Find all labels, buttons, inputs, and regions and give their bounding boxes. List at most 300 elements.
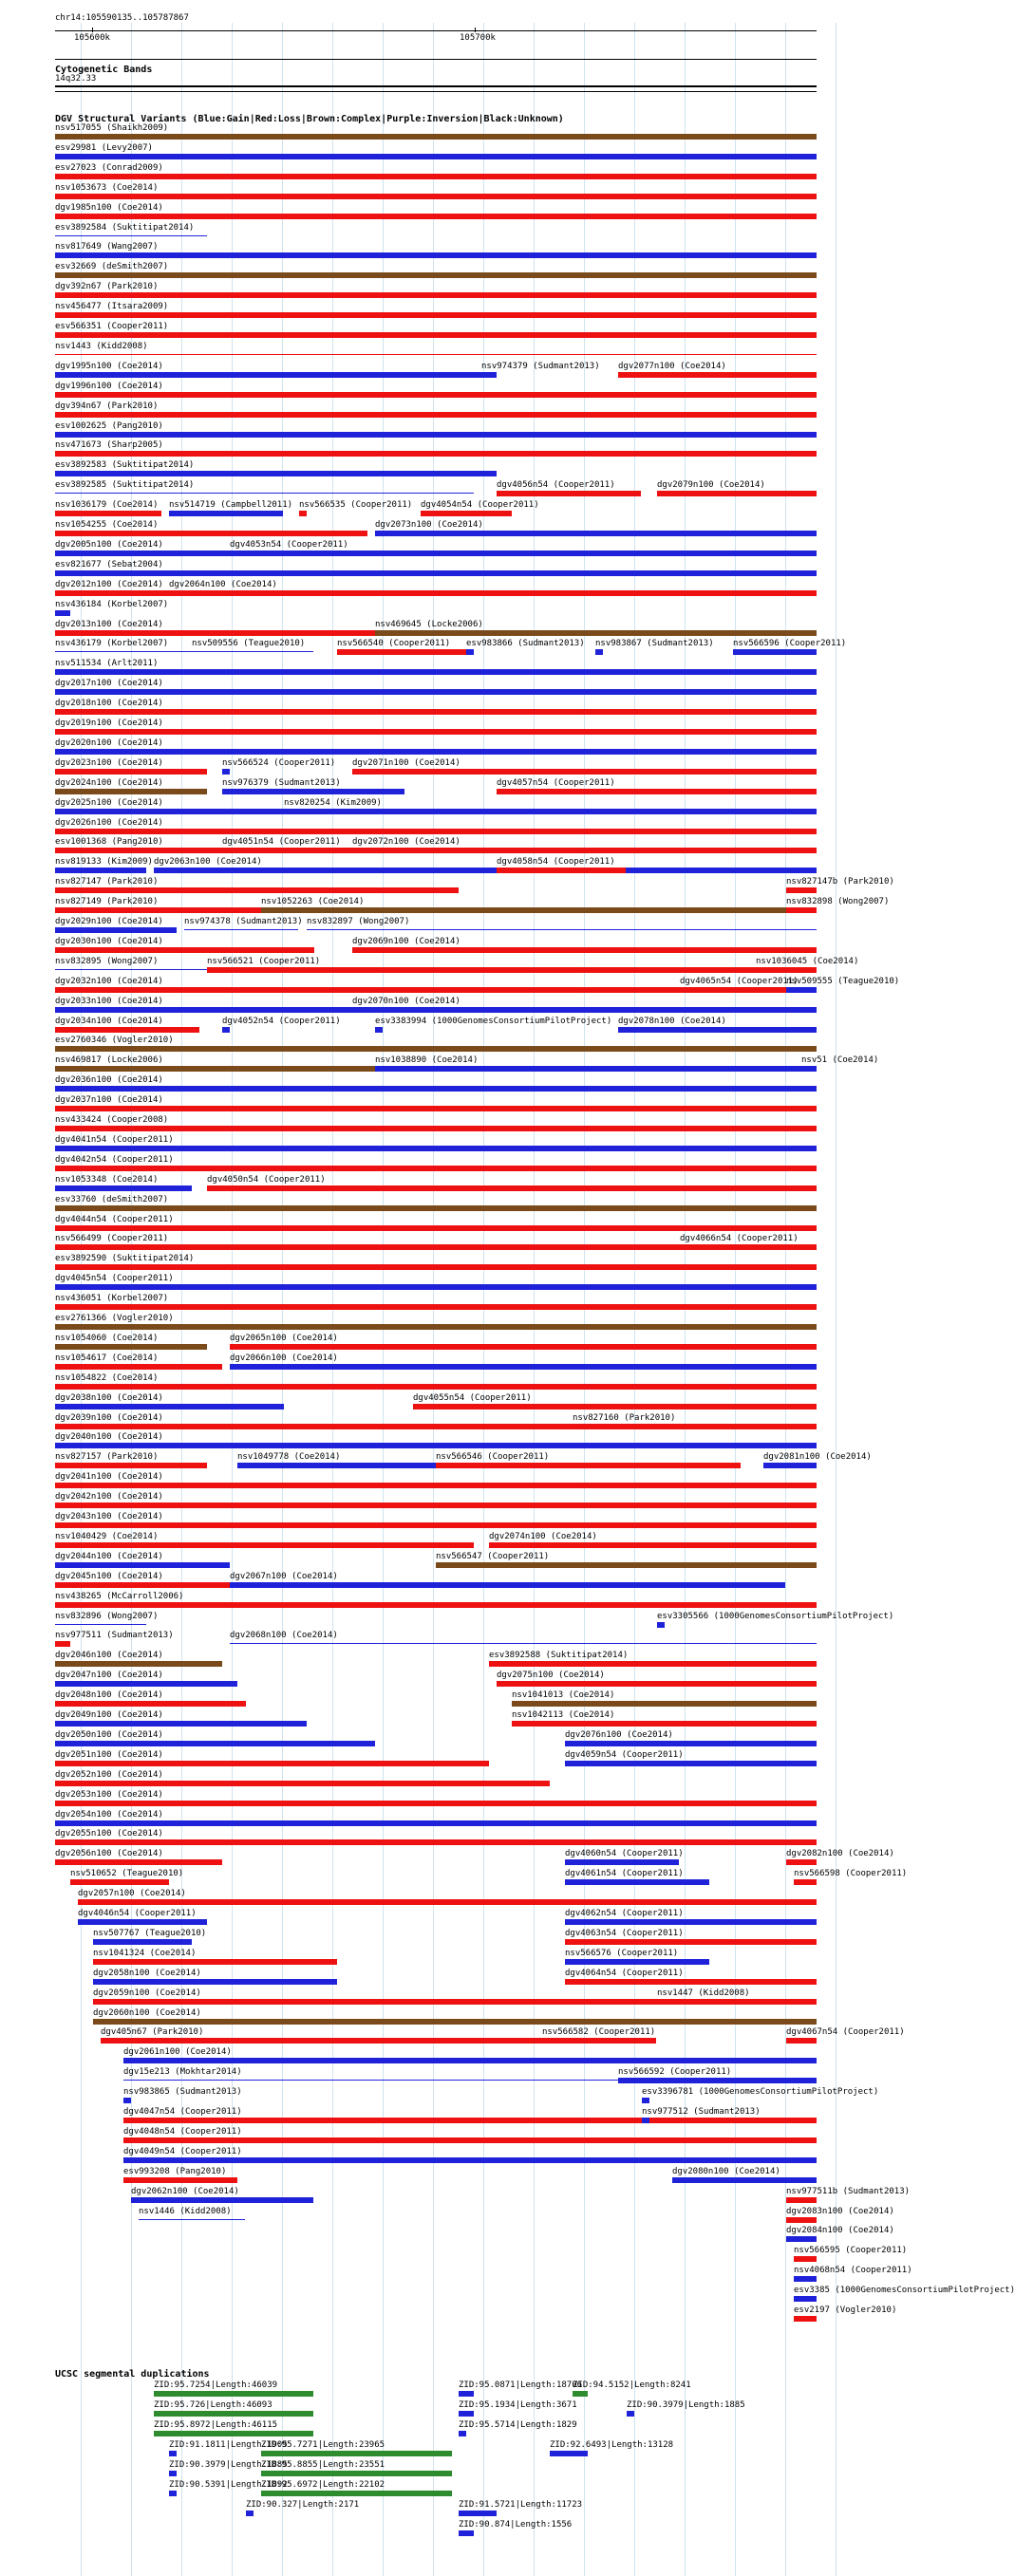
dgv-variant-label[interactable]: dgv4048n54 (Cooper2011)	[123, 2126, 242, 2137]
dgv-variant-bar[interactable]	[680, 1244, 817, 1250]
dgv-variant-bar[interactable]	[413, 1404, 817, 1409]
dgv-variant-label[interactable]: nsv1447 (Kidd2008)	[657, 1988, 750, 1998]
dgv-variant-bar[interactable]	[55, 1542, 474, 1548]
dgv-variant-label[interactable]: dgv4051n54 (Cooper2011)	[222, 837, 341, 848]
dgv-variant-bar[interactable]	[55, 809, 817, 814]
dgv-variant-label[interactable]: dgv2020n100 (Coe2014)	[55, 737, 163, 748]
dgv-variant-label[interactable]: dgv4054n54 (Cooper2011)	[421, 500, 539, 511]
dgv-variant-bar[interactable]	[55, 1304, 817, 1310]
dgv-variant-bar[interactable]	[55, 749, 817, 755]
dgv-variant-label[interactable]: nsv566546 (Cooper2011)	[436, 1452, 550, 1463]
dgv-variant-label[interactable]: nsv1054822 (Coe2014)	[55, 1372, 159, 1383]
dgv-variant-label[interactable]: dgv2030n100 (Coe2014)	[55, 936, 163, 946]
dgv-variant-label[interactable]: dgv2068n100 (Coe2014)	[230, 1631, 338, 1641]
dgv-variant-bar[interactable]	[55, 1284, 817, 1290]
dgv-variant-bar[interactable]	[375, 1027, 383, 1033]
dgv-variant-label[interactable]: dgv2043n100 (Coe2014)	[55, 1512, 163, 1521]
dgv-variant-label[interactable]: nsv1049778 (Coe2014)	[237, 1452, 341, 1463]
dgv-variant-label[interactable]: dgv2065n100 (Coe2014)	[230, 1333, 338, 1343]
dgv-variant-label[interactable]: nsv1041324 (Coe2014)	[93, 1948, 197, 1958]
dgv-variant-bar[interactable]	[55, 887, 459, 893]
dgv-variant-bar[interactable]	[55, 1027, 199, 1033]
dgv-variant-bar[interactable]	[55, 1761, 489, 1766]
segdup-feature-bar[interactable]	[246, 2511, 254, 2516]
dgv-variant-label[interactable]: esv3892588 (Suktitipat2014)	[489, 1651, 629, 1661]
dgv-variant-bar[interactable]	[375, 630, 817, 636]
dgv-variant-label[interactable]: dgv4047n54 (Cooper2011)	[123, 2107, 242, 2117]
dgv-variant-bar[interactable]	[55, 1106, 817, 1111]
dgv-variant-label[interactable]: esv3892590 (Suktitipat2014)	[55, 1254, 195, 1264]
dgv-variant-label[interactable]: esv3383994 (1000GenomesConsortiumPilotProject)	[375, 1016, 612, 1026]
dgv-variant-label[interactable]: dgv15e213 (Mokhtar2014)	[123, 2067, 242, 2078]
dgv-variant-label[interactable]: nsv433424 (Cooper2008)	[55, 1115, 169, 1125]
dgv-variant-bar[interactable]	[763, 1463, 817, 1468]
dgv-variant-label[interactable]: nsv514719 (Campbell2011)	[169, 500, 293, 511]
dgv-variant-bar[interactable]	[352, 769, 817, 775]
dgv-variant-bar[interactable]	[352, 1007, 817, 1013]
dgv-variant-bar[interactable]	[55, 1503, 817, 1508]
dgv-variant-bar[interactable]	[497, 789, 817, 794]
dgv-variant-bar[interactable]	[497, 491, 641, 496]
dgv-variant-label[interactable]: nsv517055 (Shaikh2009)	[55, 123, 169, 133]
dgv-variant-label[interactable]: nsv51 (Coe2014)	[801, 1055, 879, 1066]
dgv-variant-bar[interactable]	[565, 1761, 817, 1766]
dgv-variant-bar[interactable]	[237, 1463, 436, 1468]
dgv-variant-label[interactable]: dgv4055n54 (Cooper2011)	[413, 1392, 532, 1403]
segdup-feature-bar[interactable]	[261, 2451, 452, 2456]
dgv-variant-bar[interactable]	[169, 511, 283, 516]
dgv-variant-bar[interactable]	[565, 1979, 817, 1985]
dgv-variant-bar[interactable]	[786, 2038, 817, 2044]
dgv-variant-bar[interactable]	[123, 2157, 817, 2163]
dgv-variant-label[interactable]: dgv2048n100 (Coe2014)	[55, 1690, 163, 1701]
dgv-variant-label[interactable]: dgv4044n54 (Cooper2011)	[55, 1214, 174, 1224]
dgv-variant-label[interactable]: esv3396781 (1000GenomesConsortiumPilotProject)	[642, 2087, 879, 2098]
dgv-variant-label[interactable]: nsv1036045 (Coe2014)	[756, 956, 859, 966]
dgv-variant-label[interactable]: nsv976379 (Sudmant2013)	[222, 777, 341, 788]
dgv-variant-bar[interactable]	[55, 1661, 222, 1667]
dgv-variant-label[interactable]: nsv566595 (Cooper2011)	[794, 2246, 908, 2256]
segdup-feature-label[interactable]: ZID:95.6972|Length:22102	[261, 2480, 385, 2490]
dgv-variant-bar[interactable]	[222, 848, 336, 853]
dgv-variant-label[interactable]: nsv1054060 (Coe2014)	[55, 1333, 159, 1343]
dgv-variant-bar[interactable]	[55, 1624, 146, 1625]
dgv-variant-label[interactable]: dgv2042n100 (Coe2014)	[55, 1492, 163, 1503]
dgv-variant-bar[interactable]	[595, 649, 603, 655]
dgv-variant-label[interactable]: dgv2039n100 (Coe2014)	[55, 1412, 163, 1423]
dgv-variant-bar[interactable]	[55, 214, 817, 219]
dgv-variant-label[interactable]: nsv983867 (Sudmant2013)	[595, 639, 714, 649]
dgv-variant-bar[interactable]	[497, 1681, 817, 1687]
dgv-variant-bar[interactable]	[55, 610, 70, 616]
dgv-variant-bar[interactable]	[93, 1939, 192, 1945]
dgv-variant-bar[interactable]	[733, 649, 817, 655]
dgv-variant-label[interactable]: esv32669 (deSmith2007)	[55, 262, 169, 272]
segdup-feature-bar[interactable]	[169, 2491, 177, 2496]
dgv-variant-bar[interactable]	[55, 1721, 307, 1727]
dgv-variant-bar[interactable]	[55, 1562, 230, 1568]
dgv-variant-label[interactable]: dgv4041n54 (Cooper2011)	[55, 1134, 174, 1145]
dgv-variant-bar[interactable]	[123, 2058, 817, 2063]
dgv-variant-label[interactable]: nsv820254 (Kim2009)	[284, 797, 382, 808]
dgv-variant-bar[interactable]	[466, 649, 474, 655]
dgv-variant-label[interactable]: dgv2029n100 (Coe2014)	[55, 917, 163, 926]
dgv-variant-bar[interactable]	[55, 432, 817, 438]
dgv-variant-label[interactable]: nsv1040429 (Coe2014)	[55, 1531, 159, 1541]
dgv-variant-label[interactable]: nsv827147b (Park2010)	[786, 877, 894, 887]
dgv-variant-label[interactable]: nsv832895 (Wong2007)	[55, 956, 159, 966]
dgv-variant-bar[interactable]	[93, 1959, 337, 1965]
dgv-variant-bar[interactable]	[101, 2038, 550, 2044]
dgv-variant-bar[interactable]	[55, 1384, 817, 1390]
dgv-variant-label[interactable]: dgv4061n54 (Cooper2011)	[565, 1869, 684, 1879]
dgv-variant-bar[interactable]	[352, 947, 817, 953]
dgv-variant-bar[interactable]	[337, 649, 466, 655]
dgv-variant-label[interactable]: dgv2056n100 (Coe2014)	[55, 1849, 163, 1859]
dgv-variant-label[interactable]: dgv2046n100 (Coe2014)	[55, 1651, 163, 1661]
dgv-variant-bar[interactable]	[55, 154, 817, 159]
dgv-variant-bar[interactable]	[55, 1859, 222, 1865]
dgv-variant-bar[interactable]	[55, 471, 497, 476]
dgv-variant-bar[interactable]	[786, 987, 817, 993]
dgv-variant-label[interactable]: esv29981 (Levy2007)	[55, 142, 153, 153]
dgv-variant-label[interactable]: nsv510652 (Teague2010)	[70, 1869, 184, 1879]
dgv-variant-label[interactable]: dgv4049n54 (Cooper2011)	[123, 2146, 242, 2156]
dgv-variant-bar[interactable]	[55, 651, 192, 652]
dgv-variant-bar[interactable]	[642, 2098, 649, 2103]
dgv-variant-bar[interactable]	[261, 907, 786, 913]
segdup-feature-label[interactable]: ZID:90.874|Length:1556	[459, 2520, 573, 2529]
dgv-variant-label[interactable]: nsv509556 (Teague2010)	[192, 639, 306, 649]
dgv-variant-bar[interactable]	[55, 669, 817, 675]
dgv-variant-label[interactable]: dgv4045n54 (Cooper2011)	[55, 1274, 174, 1284]
dgv-variant-bar[interactable]	[70, 1879, 169, 1885]
dgv-variant-bar[interactable]	[55, 1244, 680, 1250]
dgv-variant-label[interactable]: dgv4046n54 (Cooper2011)	[78, 1909, 197, 1918]
dgv-variant-label[interactable]: esv983866 (Sudmant2013)	[466, 639, 585, 649]
dgv-variant-bar[interactable]	[93, 2019, 817, 2025]
dgv-variant-bar[interactable]	[230, 551, 374, 556]
dgv-variant-label[interactable]: nsv438265 (McCarroll2006)	[55, 1591, 184, 1601]
dgv-variant-label[interactable]: dgv2073n100 (Coe2014)	[375, 520, 483, 530]
dgv-variant-bar[interactable]	[55, 689, 817, 695]
dgv-variant-bar[interactable]	[55, 531, 367, 536]
dgv-variant-label[interactable]: nsv832898 (Wong2007)	[786, 897, 890, 907]
segdup-feature-label[interactable]: ZID:95.1934|Length:3671	[459, 2400, 577, 2410]
dgv-variant-bar[interactable]	[565, 1859, 679, 1865]
dgv-variant-bar[interactable]	[55, 312, 817, 318]
dgv-variant-bar[interactable]	[222, 789, 404, 794]
segdup-feature-label[interactable]: ZID:95.7254|Length:46039	[154, 2380, 278, 2390]
dgv-variant-label[interactable]: dgv2076n100 (Coe2014)	[565, 1729, 673, 1740]
dgv-variant-label[interactable]: nsv566540 (Cooper2011)	[337, 639, 451, 649]
dgv-variant-bar[interactable]	[55, 372, 497, 378]
dgv-variant-label[interactable]: dgv2026n100 (Coe2014)	[55, 817, 163, 828]
dgv-variant-bar[interactable]	[618, 372, 817, 378]
dgv-variant-bar[interactable]	[436, 1463, 741, 1468]
dgv-variant-bar[interactable]	[786, 887, 817, 893]
dgv-variant-label[interactable]: nsv566524 (Cooper2011)	[222, 757, 336, 768]
dgv-variant-label[interactable]: nsv566535 (Cooper2011)	[299, 500, 413, 511]
dgv-variant-label[interactable]: nsv456477 (Itsara2009)	[55, 302, 169, 312]
dgv-variant-label[interactable]: dgv2047n100 (Coe2014)	[55, 1671, 163, 1681]
dgv-variant-bar[interactable]	[786, 2197, 817, 2203]
segdup-feature-label[interactable]: ZID:90.3979|Length:1885	[627, 2400, 745, 2410]
segdup-feature-bar[interactable]	[459, 2511, 497, 2516]
dgv-variant-bar[interactable]	[55, 292, 817, 298]
dgv-variant-label[interactable]: nsv1038890 (Coe2014)	[375, 1055, 479, 1066]
dgv-variant-label[interactable]: dgv2045n100 (Coe2014)	[55, 1571, 163, 1581]
segdup-feature-bar[interactable]	[154, 2411, 313, 2417]
dgv-variant-label[interactable]: dgv4050n54 (Cooper2011)	[207, 1174, 326, 1185]
segdup-feature-bar[interactable]	[627, 2411, 634, 2417]
dgv-variant-bar[interactable]	[565, 1879, 709, 1885]
dgv-variant-label[interactable]: dgv4053n54 (Cooper2011)	[230, 539, 348, 550]
dgv-variant-bar[interactable]	[55, 493, 474, 494]
dgv-variant-label[interactable]: esv33760 (deSmith2007)	[55, 1194, 169, 1204]
dgv-variant-label[interactable]: esv566351 (Cooper2011)	[55, 322, 169, 331]
dgv-variant-bar[interactable]	[55, 947, 314, 953]
dgv-variant-bar[interactable]	[55, 1522, 817, 1528]
dgv-variant-label[interactable]: nsv1054617 (Coe2014)	[55, 1353, 159, 1363]
segdup-feature-label[interactable]: ZID:92.6493|Length:13128	[550, 2440, 674, 2450]
dgv-variant-label[interactable]: nsv977512 (Sudmant2013)	[642, 2107, 761, 2117]
dgv-variant-bar[interactable]	[794, 2316, 817, 2322]
dgv-variant-label[interactable]: nsv566598 (Cooper2011)	[794, 1869, 908, 1879]
dgv-variant-label[interactable]: dgv2040n100 (Coe2014)	[55, 1432, 163, 1443]
dgv-variant-label[interactable]: dgv4059n54 (Cooper2011)	[565, 1749, 684, 1760]
dgv-variant-label[interactable]: nsv1446 (Kidd2008)	[139, 2206, 232, 2216]
dgv-variant-bar[interactable]	[786, 907, 817, 913]
dgv-variant-label[interactable]: dgv2078n100 (Coe2014)	[618, 1016, 726, 1026]
dgv-variant-label[interactable]: dgv2032n100 (Coe2014)	[55, 976, 163, 986]
dgv-variant-label[interactable]: dgv2059n100 (Coe2014)	[93, 1988, 201, 1998]
dgv-variant-label[interactable]: nsv1052263 (Coe2014)	[261, 897, 365, 907]
dgv-variant-bar[interactable]	[55, 1264, 817, 1270]
dgv-variant-label[interactable]: dgv4060n54 (Cooper2011)	[565, 1849, 684, 1859]
dgv-variant-label[interactable]: esv3892584 (Suktitipat2014)	[55, 222, 195, 233]
dgv-variant-label[interactable]: dgv2058n100 (Coe2014)	[93, 1968, 201, 1978]
dgv-variant-bar[interactable]	[55, 451, 817, 457]
dgv-variant-label[interactable]: dgv4066n54 (Cooper2011)	[680, 1234, 799, 1244]
dgv-variant-label[interactable]: esv2197 (Vogler2010)	[794, 2305, 897, 2315]
dgv-variant-bar[interactable]	[565, 1939, 817, 1945]
segdup-feature-bar[interactable]	[154, 2391, 313, 2397]
dgv-variant-bar[interactable]	[565, 1959, 709, 1965]
segdup-feature-bar[interactable]	[550, 2451, 588, 2456]
dgv-variant-bar[interactable]	[55, 1701, 246, 1707]
dgv-variant-bar[interactable]	[299, 511, 307, 516]
dgv-variant-bar[interactable]	[78, 1919, 207, 1925]
dgv-variant-bar[interactable]	[565, 1741, 817, 1746]
dgv-variant-bar[interactable]	[55, 1225, 817, 1231]
dgv-variant-label[interactable]: nsv469817 (Locke2006)	[55, 1055, 163, 1066]
dgv-variant-bar[interactable]	[55, 789, 207, 794]
segdup-feature-bar[interactable]	[459, 2391, 474, 2397]
dgv-variant-bar[interactable]	[55, 1066, 383, 1072]
dgv-variant-bar[interactable]	[222, 769, 230, 775]
dgv-variant-bar[interactable]	[55, 769, 207, 775]
dgv-variant-label[interactable]: dgv2061n100 (Coe2014)	[123, 2047, 232, 2058]
segdup-feature-bar[interactable]	[459, 2530, 474, 2536]
dgv-variant-label[interactable]: dgv2070n100 (Coe2014)	[352, 996, 461, 1006]
dgv-variant-label[interactable]: dgv2024n100 (Coe2014)	[55, 777, 163, 788]
dgv-variant-label[interactable]: dgv2063n100 (Coe2014)	[154, 857, 262, 868]
dgv-variant-bar[interactable]	[55, 1741, 375, 1746]
dgv-variant-label[interactable]: nsv566592 (Cooper2011)	[618, 2067, 732, 2078]
segdup-feature-bar[interactable]	[169, 2471, 177, 2476]
dgv-variant-label[interactable]: dgv4064n54 (Cooper2011)	[565, 1968, 684, 1978]
dgv-variant-bar[interactable]	[284, 809, 322, 814]
dgv-variant-label[interactable]: nsv1036179 (Coe2014)	[55, 500, 159, 511]
dgv-variant-bar[interactable]	[497, 868, 626, 873]
segdup-feature-label[interactable]: ZID:90.327|Length:2171	[246, 2500, 360, 2510]
dgv-variant-label[interactable]: esv993208 (Pang2010)	[123, 2166, 227, 2176]
dgv-variant-label[interactable]: nsv471673 (Sharp2005)	[55, 440, 163, 451]
dgv-variant-label[interactable]: nsv832897 (Wong2007)	[307, 917, 410, 926]
dgv-variant-bar[interactable]	[489, 1661, 817, 1667]
dgv-variant-label[interactable]: dgv2082n100 (Coe2014)	[786, 1849, 894, 1859]
dgv-variant-bar[interactable]	[794, 2276, 817, 2282]
dgv-variant-label[interactable]: nsv1042113 (Coe2014)	[512, 1710, 615, 1720]
dgv-variant-bar[interactable]	[55, 1046, 817, 1052]
dgv-variant-bar[interactable]	[421, 511, 512, 516]
dgv-variant-label[interactable]: dgv2037n100 (Coe2014)	[55, 1095, 163, 1106]
dgv-variant-label[interactable]: dgv2025n100 (Coe2014)	[55, 797, 163, 808]
dgv-variant-label[interactable]: nsv436184 (Korbel2007)	[55, 599, 169, 609]
dgv-variant-label[interactable]: nsv827149 (Park2010)	[55, 897, 159, 907]
dgv-variant-bar[interactable]	[55, 1781, 550, 1786]
dgv-variant-label[interactable]: esv1002625 (Pang2010)	[55, 420, 163, 431]
dgv-variant-bar[interactable]	[657, 1999, 771, 2005]
segdup-feature-label[interactable]: ZID:95.0871|Length:18706	[459, 2380, 583, 2390]
dgv-variant-bar[interactable]	[375, 531, 817, 536]
dgv-variant-bar[interactable]	[55, 1483, 817, 1488]
dgv-variant-bar[interactable]	[618, 2078, 817, 2083]
dgv-variant-label[interactable]: dgv2044n100 (Coe2014)	[55, 1551, 163, 1561]
dgv-variant-label[interactable]: dgv2081n100 (Coe2014)	[763, 1452, 872, 1463]
dgv-variant-label[interactable]: dgv4042n54 (Cooper2011)	[55, 1154, 174, 1165]
dgv-variant-bar[interactable]	[794, 2256, 817, 2262]
dgv-variant-label[interactable]: dgv1985n100 (Coe2014)	[55, 202, 163, 213]
dgv-variant-label[interactable]: nsv566547 (Cooper2011)	[436, 1551, 550, 1561]
dgv-variant-bar[interactable]	[55, 1463, 207, 1468]
dgv-variant-label[interactable]: dgv2053n100 (Coe2014)	[55, 1789, 163, 1800]
dgv-variant-label[interactable]: dgv2057n100 (Coe2014)	[78, 1889, 186, 1899]
dgv-variant-bar[interactable]	[55, 1839, 817, 1845]
dgv-variant-bar[interactable]	[55, 709, 817, 715]
segdup-feature-label[interactable]: ZID:95.5714|Length:1829	[459, 2420, 577, 2430]
dgv-variant-label[interactable]: nsv1443 (Kidd2008)	[55, 341, 148, 351]
dgv-variant-bar[interactable]	[375, 1066, 817, 1072]
dgv-variant-label[interactable]: nsv469645 (Locke2006)	[375, 619, 483, 629]
segdup-feature-bar[interactable]	[459, 2431, 466, 2436]
dgv-variant-label[interactable]: nsv566521 (Cooper2011)	[207, 956, 321, 966]
dgv-variant-bar[interactable]	[352, 848, 817, 853]
segdup-feature-bar[interactable]	[169, 2451, 177, 2456]
dgv-variant-bar[interactable]	[230, 1364, 817, 1370]
dgv-variant-label[interactable]: dgv2083n100 (Coe2014)	[786, 2206, 894, 2216]
dgv-variant-label[interactable]: nsv436179 (Korbel2007)	[55, 639, 169, 649]
dgv-variant-bar[interactable]	[55, 1641, 70, 1647]
dgv-variant-label[interactable]: dgv2079n100 (Coe2014)	[657, 480, 765, 491]
dgv-variant-bar[interactable]	[207, 967, 817, 973]
dgv-variant-bar[interactable]	[55, 927, 177, 933]
dgv-variant-bar[interactable]	[55, 252, 817, 258]
dgv-variant-label[interactable]: dgv2023n100 (Coe2014)	[55, 757, 163, 768]
dgv-variant-label[interactable]: nsv819133 (Kim2009)	[55, 857, 153, 868]
dgv-variant-label[interactable]: dgv2036n100 (Coe2014)	[55, 1075, 163, 1086]
dgv-variant-bar[interactable]	[207, 1185, 817, 1191]
dgv-variant-bar[interactable]	[55, 194, 817, 199]
dgv-variant-label[interactable]: nsv977511b (Sudmant2013)	[786, 2186, 911, 2196]
dgv-variant-bar[interactable]	[55, 590, 169, 596]
dgv-variant-label[interactable]: esv821677 (Sebat2004)	[55, 559, 163, 569]
dgv-variant-bar[interactable]	[307, 929, 817, 930]
dgv-variant-label[interactable]: dgv1995n100 (Coe2014)	[55, 361, 163, 371]
dgv-variant-bar[interactable]	[794, 1879, 817, 1885]
dgv-variant-label[interactable]: dgv2054n100 (Coe2014)	[55, 1809, 163, 1820]
dgv-variant-label[interactable]: nsv566499 (Cooper2011)	[55, 1234, 169, 1244]
dgv-variant-bar[interactable]	[55, 570, 817, 576]
dgv-variant-label[interactable]: nsv507767 (Teague2010)	[93, 1928, 207, 1938]
dgv-variant-bar[interactable]	[618, 1027, 817, 1033]
segdup-feature-label[interactable]: ZID:95.8972|Length:46115	[154, 2420, 278, 2430]
dgv-variant-label[interactable]: dgv2018n100 (Coe2014)	[55, 699, 163, 709]
dgv-variant-label[interactable]: dgv2038n100 (Coe2014)	[55, 1392, 163, 1403]
dgv-variant-label[interactable]: nsv977511 (Sudmant2013)	[55, 1631, 174, 1641]
dgv-variant-label[interactable]: nsv827147 (Park2010)	[55, 877, 159, 887]
dgv-variant-label[interactable]: dgv2074n100 (Coe2014)	[489, 1531, 597, 1541]
dgv-variant-label[interactable]: dgv392n67 (Park2010)	[55, 282, 159, 292]
dgv-variant-label[interactable]: esv27023 (Conrad2009)	[55, 162, 163, 173]
segdup-feature-label[interactable]: ZID:95.8855|Length:23551	[261, 2460, 385, 2470]
dgv-variant-bar[interactable]	[55, 1185, 192, 1191]
dgv-variant-bar[interactable]	[55, 987, 695, 993]
dgv-variant-label[interactable]: dgv4062n54 (Cooper2011)	[565, 1909, 684, 1918]
segdup-feature-label[interactable]: ZID:95.726|Length:46093	[154, 2400, 273, 2410]
dgv-variant-bar[interactable]	[55, 134, 817, 140]
dgv-variant-bar[interactable]	[55, 1681, 237, 1687]
dgv-variant-label[interactable]: esv2760346 (Vogler2010)	[55, 1036, 174, 1046]
dgv-variant-bar[interactable]	[93, 1979, 337, 1985]
dgv-variant-bar[interactable]	[192, 651, 313, 652]
dgv-variant-label[interactable]: dgv2071n100 (Coe2014)	[352, 757, 461, 768]
dgv-variant-bar[interactable]	[55, 1166, 817, 1171]
dgv-variant-bar[interactable]	[657, 491, 817, 496]
dgv-variant-label[interactable]: dgv2084n100 (Coe2014)	[786, 2226, 894, 2236]
dgv-variant-bar[interactable]	[55, 174, 817, 179]
dgv-variant-bar[interactable]	[436, 1562, 817, 1568]
dgv-variant-bar[interactable]	[230, 1344, 817, 1350]
dgv-variant-label[interactable]: dgv2005n100 (Coe2014)	[55, 539, 163, 550]
dgv-variant-label[interactable]: esv2761366 (Vogler2010)	[55, 1314, 174, 1323]
dgv-variant-label[interactable]: esv3305566 (1000GenomesConsortiumPilotProject)	[657, 1611, 894, 1621]
dgv-variant-bar[interactable]	[786, 1859, 817, 1865]
segdup-feature-bar[interactable]	[154, 2431, 313, 2436]
dgv-variant-bar[interactable]	[565, 1919, 817, 1925]
dgv-variant-label[interactable]: dgv1996n100 (Coe2014)	[55, 381, 163, 391]
dgv-variant-bar[interactable]	[801, 1066, 817, 1072]
dgv-variant-bar[interactable]	[55, 1146, 817, 1151]
dgv-variant-label[interactable]: dgv394n67 (Park2010)	[55, 401, 159, 411]
dgv-variant-label[interactable]: dgv2050n100 (Coe2014)	[55, 1729, 163, 1740]
dgv-variant-label[interactable]: nsv436051 (Korbel2007)	[55, 1294, 169, 1304]
dgv-variant-bar[interactable]	[230, 1582, 785, 1588]
dgv-variant-label[interactable]: dgv2051n100 (Coe2014)	[55, 1749, 163, 1760]
dgv-variant-label[interactable]: dgv405n67 (Park2010)	[101, 2027, 204, 2038]
dgv-variant-label[interactable]: dgv2034n100 (Coe2014)	[55, 1016, 163, 1026]
